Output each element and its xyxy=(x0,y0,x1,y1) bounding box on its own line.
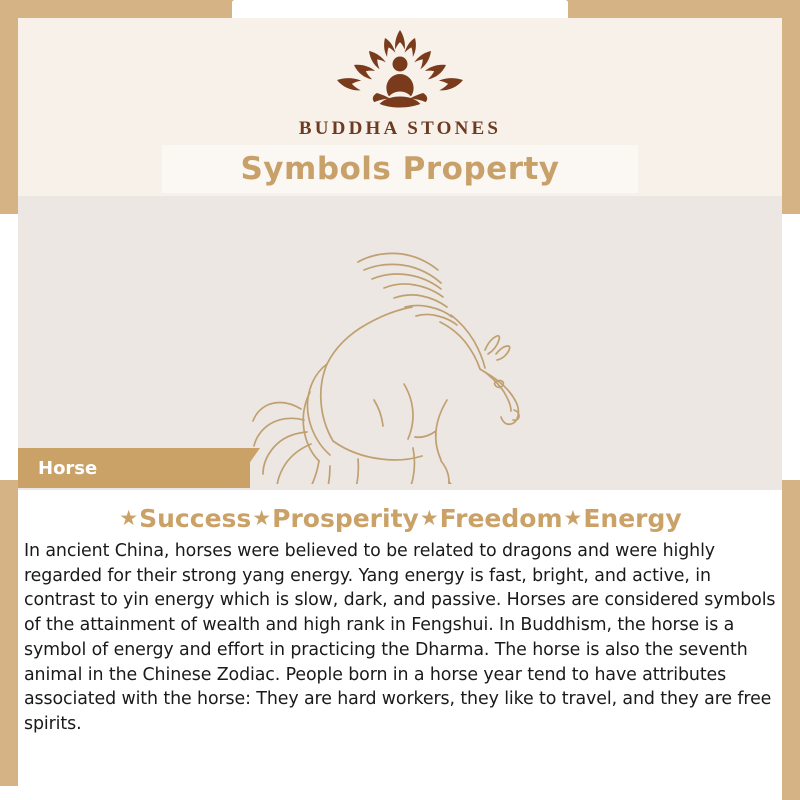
star-icon-3: ★ xyxy=(419,506,439,530)
content-panel xyxy=(18,490,782,782)
page-title: Symbols Property xyxy=(240,151,560,187)
frame-bottom-left-notch xyxy=(0,786,150,800)
description-text: In ancient China, horses were believed to be related to dragons and were highly regarded for their strong yang energy. Yang energy is fast, bright, and active, in contrast to yin energy which is slow, dark, and passive. Horses are considered symbols of the attainment of wealth and high rank in Fengshui. In Buddhism, the horse is a symbol of energy and effort in practicing the Dharma. The horse is also the seventh animal in the Chinese Zodiac. People born in a horse year tend to have attributes associated with the horse: They are hard workers, they like to travel, and they are free spirits. xyxy=(24,541,776,734)
attribute-freedom: Freedom xyxy=(439,504,563,533)
lotus-meditation-icon xyxy=(315,24,485,112)
frame-top-left-horizontal xyxy=(0,0,232,18)
brand-logo xyxy=(0,24,800,140)
frame-bottom-right-bar xyxy=(782,480,800,800)
frame-top-left-diagonal xyxy=(212,0,234,18)
status-badge xyxy=(18,448,250,488)
attribute-prosperity: Prosperity xyxy=(272,504,419,533)
star-icon-4: ★ xyxy=(563,506,583,530)
star-icon-1: ★ xyxy=(119,506,139,530)
attributes-line xyxy=(18,490,782,533)
frame-top-right-diagonal xyxy=(566,0,588,18)
title-band xyxy=(162,145,638,193)
frame-bottom-left-bar xyxy=(0,480,18,800)
frame-top-right-horizontal xyxy=(568,0,800,18)
status-badge-diagonal xyxy=(232,448,260,488)
horse-line-art-illustration xyxy=(208,204,588,484)
status-badge-label: Horse xyxy=(38,457,98,479)
illustration-band xyxy=(18,196,782,490)
brand-name: BUDDHA STONES xyxy=(298,118,502,139)
attribute-energy: Energy xyxy=(583,504,682,533)
star-icon-2: ★ xyxy=(252,506,272,530)
attribute-success: Success xyxy=(139,504,252,533)
